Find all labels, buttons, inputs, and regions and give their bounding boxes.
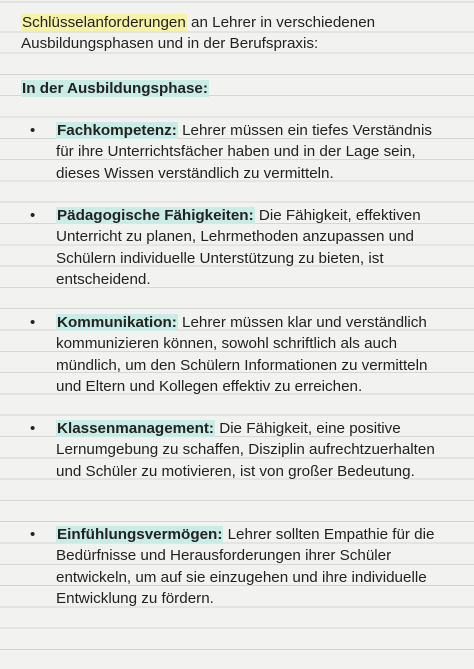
list-item-description: Lehrer müssen ein tiefes Verständnis für ihre Unterrichtsfächer haben und in der Lage sein, dieses Wissen verständlich zu vermitteln.	[56, 122, 432, 182]
intro-text: an Lehrer in verschiedenen Ausbildungsphasen und in der Berufspraxis:	[21, 14, 376, 53]
intro-paragraph	[21, 12, 451, 55]
list-item-text	[56, 120, 450, 184]
section-heading	[21, 78, 209, 99]
list-item-paedagogische-faehigkeiten	[30, 205, 450, 290]
list-item-description: Lehrer müssen klar und verständlich kommunizieren können, sowohl schriftlich als auch mündlich, um den Schülern Informationen zu vermitteln und Eltern und Kollegen effektiv zu erreichen.	[56, 314, 428, 395]
list-item-klassenmanagement	[30, 418, 450, 482]
list-item-term: Fachkompetenz:	[57, 122, 177, 139]
bullet-icon: •	[30, 314, 36, 331]
list-item-term: Kommunikation:	[57, 314, 177, 331]
list-item-term: Klassenmanagement:	[57, 420, 214, 437]
list-item-einfuehlungsvermoegen	[30, 524, 450, 609]
bullet-icon: •	[30, 207, 36, 224]
list-item-fachkompetenz	[30, 120, 450, 184]
list-item-kommunikation	[30, 312, 450, 397]
list-item-term: Einfühlungsvermögen:	[57, 526, 223, 543]
bullet-icon: •	[30, 420, 36, 437]
bullet-icon: •	[30, 122, 36, 139]
list-item-text	[56, 312, 450, 397]
list-item-text	[56, 524, 450, 609]
bullet-icon: •	[30, 526, 36, 543]
list-item-text	[56, 205, 450, 290]
list-item-text	[56, 418, 450, 482]
list-item-description: Die Fähigkeit, eine positive Lernumgebung zu schaffen, Disziplin aufrechtzuerhalten und Schüler zu motivieren, ist von großer Bedeutung.	[56, 420, 435, 480]
list-item-description: Die Fähigkeit, effektiven Unterricht zu planen, Lehrmethoden anzupassen und Schülern individuelle Unterstützung zu bieten, ist entscheidend.	[56, 207, 421, 288]
list-item-description: Lehrer sollten Empathie für die Bedürfnisse und Herausforderungen ihrer Schüler entwickeln, um auf sie einzugehen und ihre individuelle Entwicklung zu fördern.	[56, 526, 435, 607]
list-item-term: Pädagogische Fähigkeiten:	[57, 207, 254, 224]
section-heading-text: In der Ausbildungsphase:	[22, 80, 208, 97]
intro-highlight: Schlüsselanforderungen	[22, 14, 186, 31]
